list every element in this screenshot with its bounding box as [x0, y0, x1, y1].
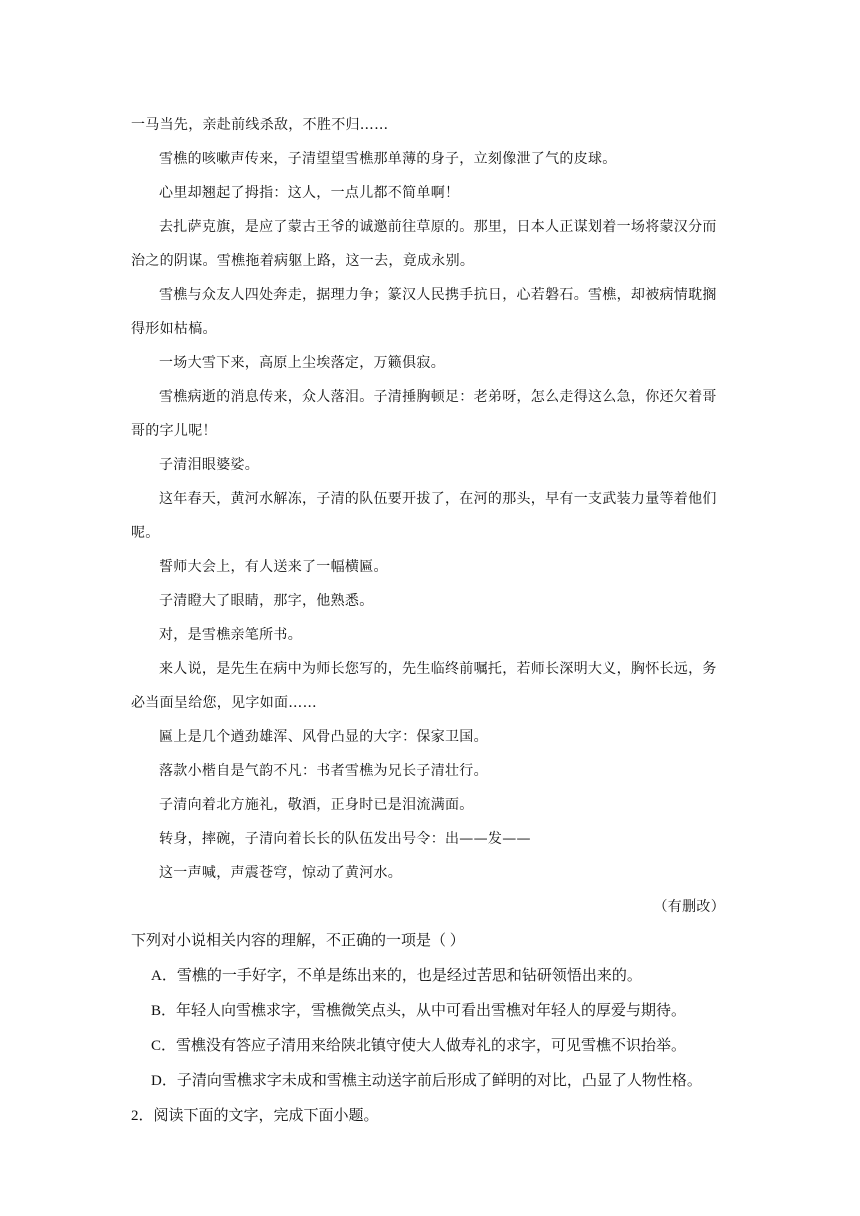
story-paragraph: 匾上是几个遒劲雄浑、风骨凸显的大字：保家卫国。 — [159, 729, 488, 745]
story-paragraph: 落款小楷自是气韵不凡：书者雪樵为兄长子清壮行。 — [159, 763, 488, 779]
story-paragraph: 来人说，是先生在病中为师长您写的，先生临终前嘱托，若师长深明大义，胸怀长远，务必当面呈给您，见字如面…… — [131, 661, 717, 711]
question-stem: 下列对小说相关内容的理解，不正确的一项是（ ） — [131, 933, 465, 949]
story-paragraph: 心里却翘起了拇指：这人，一点儿都不简单啊！ — [159, 185, 460, 201]
source-note: （有删改） — [653, 899, 725, 915]
question-block — [131, 924, 729, 1134]
option-b: B．年轻人向雪樵求字，雪樵微笑点头，从中可看出雪樵对年轻人的厚爱与期待。 — [151, 1003, 687, 1019]
story-paragraph: 子清向着北方施礼，敬酒，正身时已是泪流满面。 — [159, 797, 474, 813]
story-paragraph: 雪樵病逝的消息传来，众人落泪。子清捶胸顿足：老弟呀，怎么走得这么急，你还欠着哥哥的字儿呢！ — [131, 389, 717, 439]
story-paragraph: 誓师大会上，有人送来了一幅横匾。 — [159, 559, 388, 575]
story-paragraph: 雪樵的咳嗽声传来，子清望望雪樵那单薄的身子，立刻像泄了气的皮球。 — [159, 151, 617, 167]
story-paragraph: 一场大雪下来，高原上尘埃落定，万籁俱寂。 — [159, 355, 445, 371]
story-paragraph: 去扎萨克旗，是应了蒙古王爷的诚邀前往草原的。那里，日本人正谋划着一场将蒙汉分而治之的阴谋。雪樵拖着病躯上路，这一去，竟成永别。 — [131, 219, 717, 269]
story-paragraph: 转身，摔碗，子清向着长长的队伍发出号令：出——发—— — [159, 831, 531, 847]
next-section-heading: 2．阅读下面的文字，完成下面小题。 — [131, 1108, 379, 1124]
option-a: A．雪樵的一手好字，不单是练出来的，也是经过苦思和钻研领悟出来的。 — [151, 968, 642, 984]
option-c: C．雪樵没有答应子清用来给陕北镇守使大人做寿礼的求字，可见雪樵不识抬举。 — [151, 1038, 687, 1054]
story-paragraph: 这年春天，黄河水解冻，子清的队伍要开拔了，在河的那头，早有一支武装力量等着他们呢。 — [131, 491, 717, 541]
story-paragraph: 对，是雪樵亲笔所书。 — [159, 627, 302, 643]
story-excerpt — [131, 108, 729, 924]
story-paragraph: 子清泪眼婆娑。 — [159, 457, 260, 473]
document-body — [131, 108, 729, 1134]
story-paragraph: 雪樵与众友人四处奔走，据理力争；篆汉人民携手抗日，心若磐石。雪樵，却被病情耽搁得形如枯槁。 — [131, 287, 717, 337]
story-paragraph: 一马当先，亲赴前线杀敌，不胜不归…… — [131, 117, 389, 133]
option-d: D．子清向雪樵求字未成和雪樵主动送字前后形成了鲜明的对比，凸显了人物性格。 — [151, 1073, 702, 1089]
story-paragraph: 子清瞪大了眼睛，那字，他熟悉。 — [159, 593, 374, 609]
story-paragraph: 这一声喊，声震苍穹，惊动了黄河水。 — [159, 865, 403, 881]
